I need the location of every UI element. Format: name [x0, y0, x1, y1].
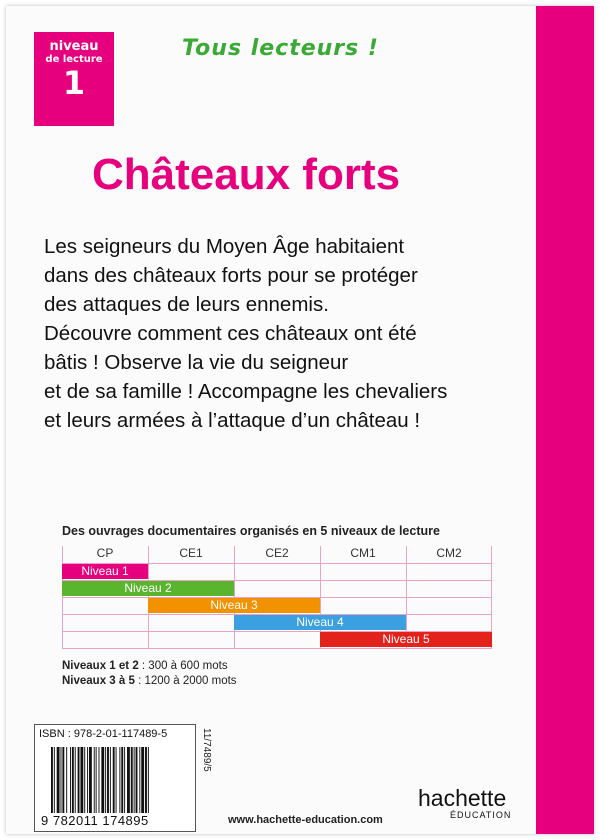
level-bar: Niveau 5 — [320, 632, 492, 647]
word-count-label: Niveaux 3 à 5 — [62, 675, 135, 687]
badge-line-1: niveau — [49, 39, 99, 54]
blurb-line: des attaques de leurs ennemis. — [44, 293, 329, 316]
blurb-line: bâtis ! Observe la vie du seigneur — [44, 351, 349, 374]
word-count-value: : 300 à 600 mots — [138, 660, 228, 672]
badge-number: 1 — [62, 64, 86, 102]
blurb-line: et leurs armées à l’attaque d’un château ! — [44, 409, 421, 432]
level-bar: Niveau 4 — [234, 615, 406, 630]
column-header: CE1 — [179, 546, 203, 560]
level-bar: Niveau 2 — [62, 581, 234, 596]
isbn-text: ISBN : 978-2-01-117489-5 — [39, 728, 168, 740]
side-code-text: 11/7489/5 — [201, 728, 212, 772]
publisher-logo — [418, 786, 511, 820]
blurb-line: dans des châteaux forts pour se protéger — [44, 264, 418, 287]
word-count-line — [62, 660, 228, 672]
column-header: CM1 — [350, 546, 376, 560]
website-url: www.hachette-education.com — [228, 814, 383, 826]
book-title: Châteaux forts — [92, 150, 401, 199]
blurb-line: et de sa famille ! Accompagne les chevaliers — [44, 380, 448, 403]
levels-table-caption: Des ouvrages documentaires organisés en 5 niveaux de lecture — [62, 524, 440, 538]
book-back-cover — [6, 6, 594, 834]
barcode-image — [49, 747, 189, 813]
publisher-sub: ÉDUCATION — [450, 810, 512, 820]
column-header: CE2 — [265, 546, 289, 560]
reading-level-badge — [34, 32, 114, 126]
column-header: CP — [96, 546, 114, 560]
grid-line — [62, 648, 492, 649]
barcode-digits: 9 782011 174895 — [41, 813, 149, 828]
word-count-label: Niveaux 1 et 2 — [62, 660, 139, 672]
series-name: Tous lecteurs ! — [182, 36, 379, 61]
blurb-line: Les seigneurs du Moyen Âge habitaient — [44, 235, 405, 258]
publisher-name: hachette — [418, 785, 507, 811]
word-count-value: : 1200 à 2000 mots — [134, 675, 237, 687]
level-bar: Niveau 1 — [62, 564, 148, 579]
isbn-box — [34, 724, 196, 832]
side-code — [200, 728, 214, 828]
blurb-text — [44, 232, 514, 435]
blurb-line: Découvre comment ces châteaux ont été — [44, 322, 417, 345]
pink-spine-band — [536, 6, 594, 834]
column-header: CM2 — [436, 546, 462, 560]
word-count-line — [62, 675, 237, 687]
levels-table — [62, 546, 492, 648]
badge-line-2: de lecture — [45, 54, 103, 65]
level-bar: Niveau 3 — [148, 598, 320, 613]
